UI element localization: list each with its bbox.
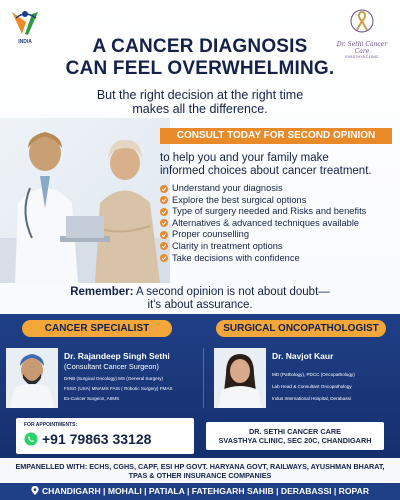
list-item [160, 218, 396, 230]
help-text-line-1: to help you and your family make [160, 152, 329, 164]
empanelled-line-2: TPAS & OTHER INSURANCE COMPANIES [128, 471, 272, 480]
benefits-list [160, 183, 396, 264]
check-icon [160, 231, 168, 239]
remember-label: Remember: [70, 286, 134, 298]
list-item [160, 229, 396, 241]
locations-bar [0, 483, 400, 500]
empanelled-line-1: EMPANELLED WITH: ECHS, CGHS, CAPF, ESI HP GOVT. HARYANA GOVT, RAILWAYS, AYUSHMAN BHARAT, [15, 462, 385, 471]
brand-logo-left-text: INDIA [18, 39, 32, 45]
doctor-1-role: (Consultant Cancer Surgeon) [64, 362, 159, 371]
list-item [160, 206, 396, 218]
cancer-ribbon-icon [350, 8, 374, 34]
doctor-1-credential: Ex-Cancer Surgeon, AIIMS [64, 396, 120, 401]
check-icon [160, 219, 168, 227]
list-item [160, 253, 396, 265]
doctor-1-credential: FSSO (USA) MNAMS FAIS ( Robotic Surgery) FMAS [64, 386, 173, 391]
locations-text: CHANDIGARH | MOHALI | PATIALA | FATEHGARH SAHIB | DERABASSI | ROPAR [41, 486, 370, 496]
check-icon [160, 208, 168, 216]
check-icon [160, 196, 168, 204]
brand-logo-right-title: Dr. Sethi Cancer Care [336, 41, 388, 55]
list-item [160, 241, 396, 253]
check-icon [160, 185, 168, 193]
phone-number[interactable]: +91 79863 33128 [42, 431, 152, 447]
check-icon [160, 254, 168, 262]
india-mark-icon [8, 8, 42, 38]
location-pin-icon [31, 486, 39, 495]
consult-banner: CONSULT TODAY FOR SECOND OPINION [160, 128, 392, 144]
doctor-2-credential: Indus International Hospital, Derabassi [272, 396, 351, 401]
benefit-text: Take decisions with confidence [172, 252, 300, 263]
appointment-label: FOR APPOINTMENTS: [24, 422, 78, 428]
oncopathologist-pill: SURGICAL ONCOPATHOLOGIST [216, 320, 386, 337]
benefit-text: Type of surgery needed and Risks and benefits [172, 206, 367, 217]
check-icon [160, 242, 168, 250]
clinic-name: DR. SETHI CANCER CARE [248, 427, 342, 436]
help-text [160, 152, 396, 178]
remember-line-2: it's about assurance. [147, 299, 253, 311]
doctor-patient-photo [0, 118, 170, 283]
list-item [160, 183, 396, 195]
benefit-text: Alternatives & advanced techniques available [172, 217, 360, 228]
benefit-text: Clarity in treatment options [172, 240, 283, 251]
doctor-1-credential: DrNB (Surgical Oncology) MS (General Surgery) [64, 376, 164, 381]
section-divider [203, 348, 204, 408]
list-item [160, 195, 396, 207]
doctor-2-avatar [214, 348, 266, 408]
remember-text-1: A second opinion is not about doubt— [133, 286, 330, 298]
appointment-box [16, 418, 194, 454]
cancer-specialist-pill: CANCER SPECIALIST [22, 320, 172, 337]
subheadline-line-2: makes all the difference. [132, 102, 268, 116]
headline-line-1: A CANCER DIAGNOSIS [92, 36, 308, 57]
brand-logo-right-subtitle: SVASTHYA CLINIC [345, 55, 379, 59]
subheadline-line-1: But the right decision at the right time [96, 88, 304, 102]
doctor-2-credential: Lab Head & Consultant Oncopathology [272, 384, 352, 389]
clinic-address-box [206, 422, 384, 450]
help-text-line-2: informed choices about cancer treatment. [160, 165, 372, 177]
whatsapp-icon [24, 432, 38, 446]
benefit-text: Explore the best surgical options [172, 194, 307, 205]
doctor-1-name: Dr. Rajandeep Singh Sethi [64, 351, 170, 361]
doctor-2-credential: MD (Pathology), PDCC (Oncopathology) [272, 372, 355, 377]
doctor-2-name: Dr. Navjot Kaur [272, 351, 334, 361]
remember-line-1 [0, 286, 400, 299]
benefit-text: Proper counselling [172, 229, 250, 240]
benefit-text: Understand your diagnosis [172, 183, 283, 193]
clinic-address: SVASTHYA CLINIC, SEC 20C, CHANDIGARH [218, 436, 372, 445]
doctor-1-avatar [6, 348, 58, 408]
headline-line-2: CAN FEEL OVERWHELMING. [65, 58, 335, 79]
